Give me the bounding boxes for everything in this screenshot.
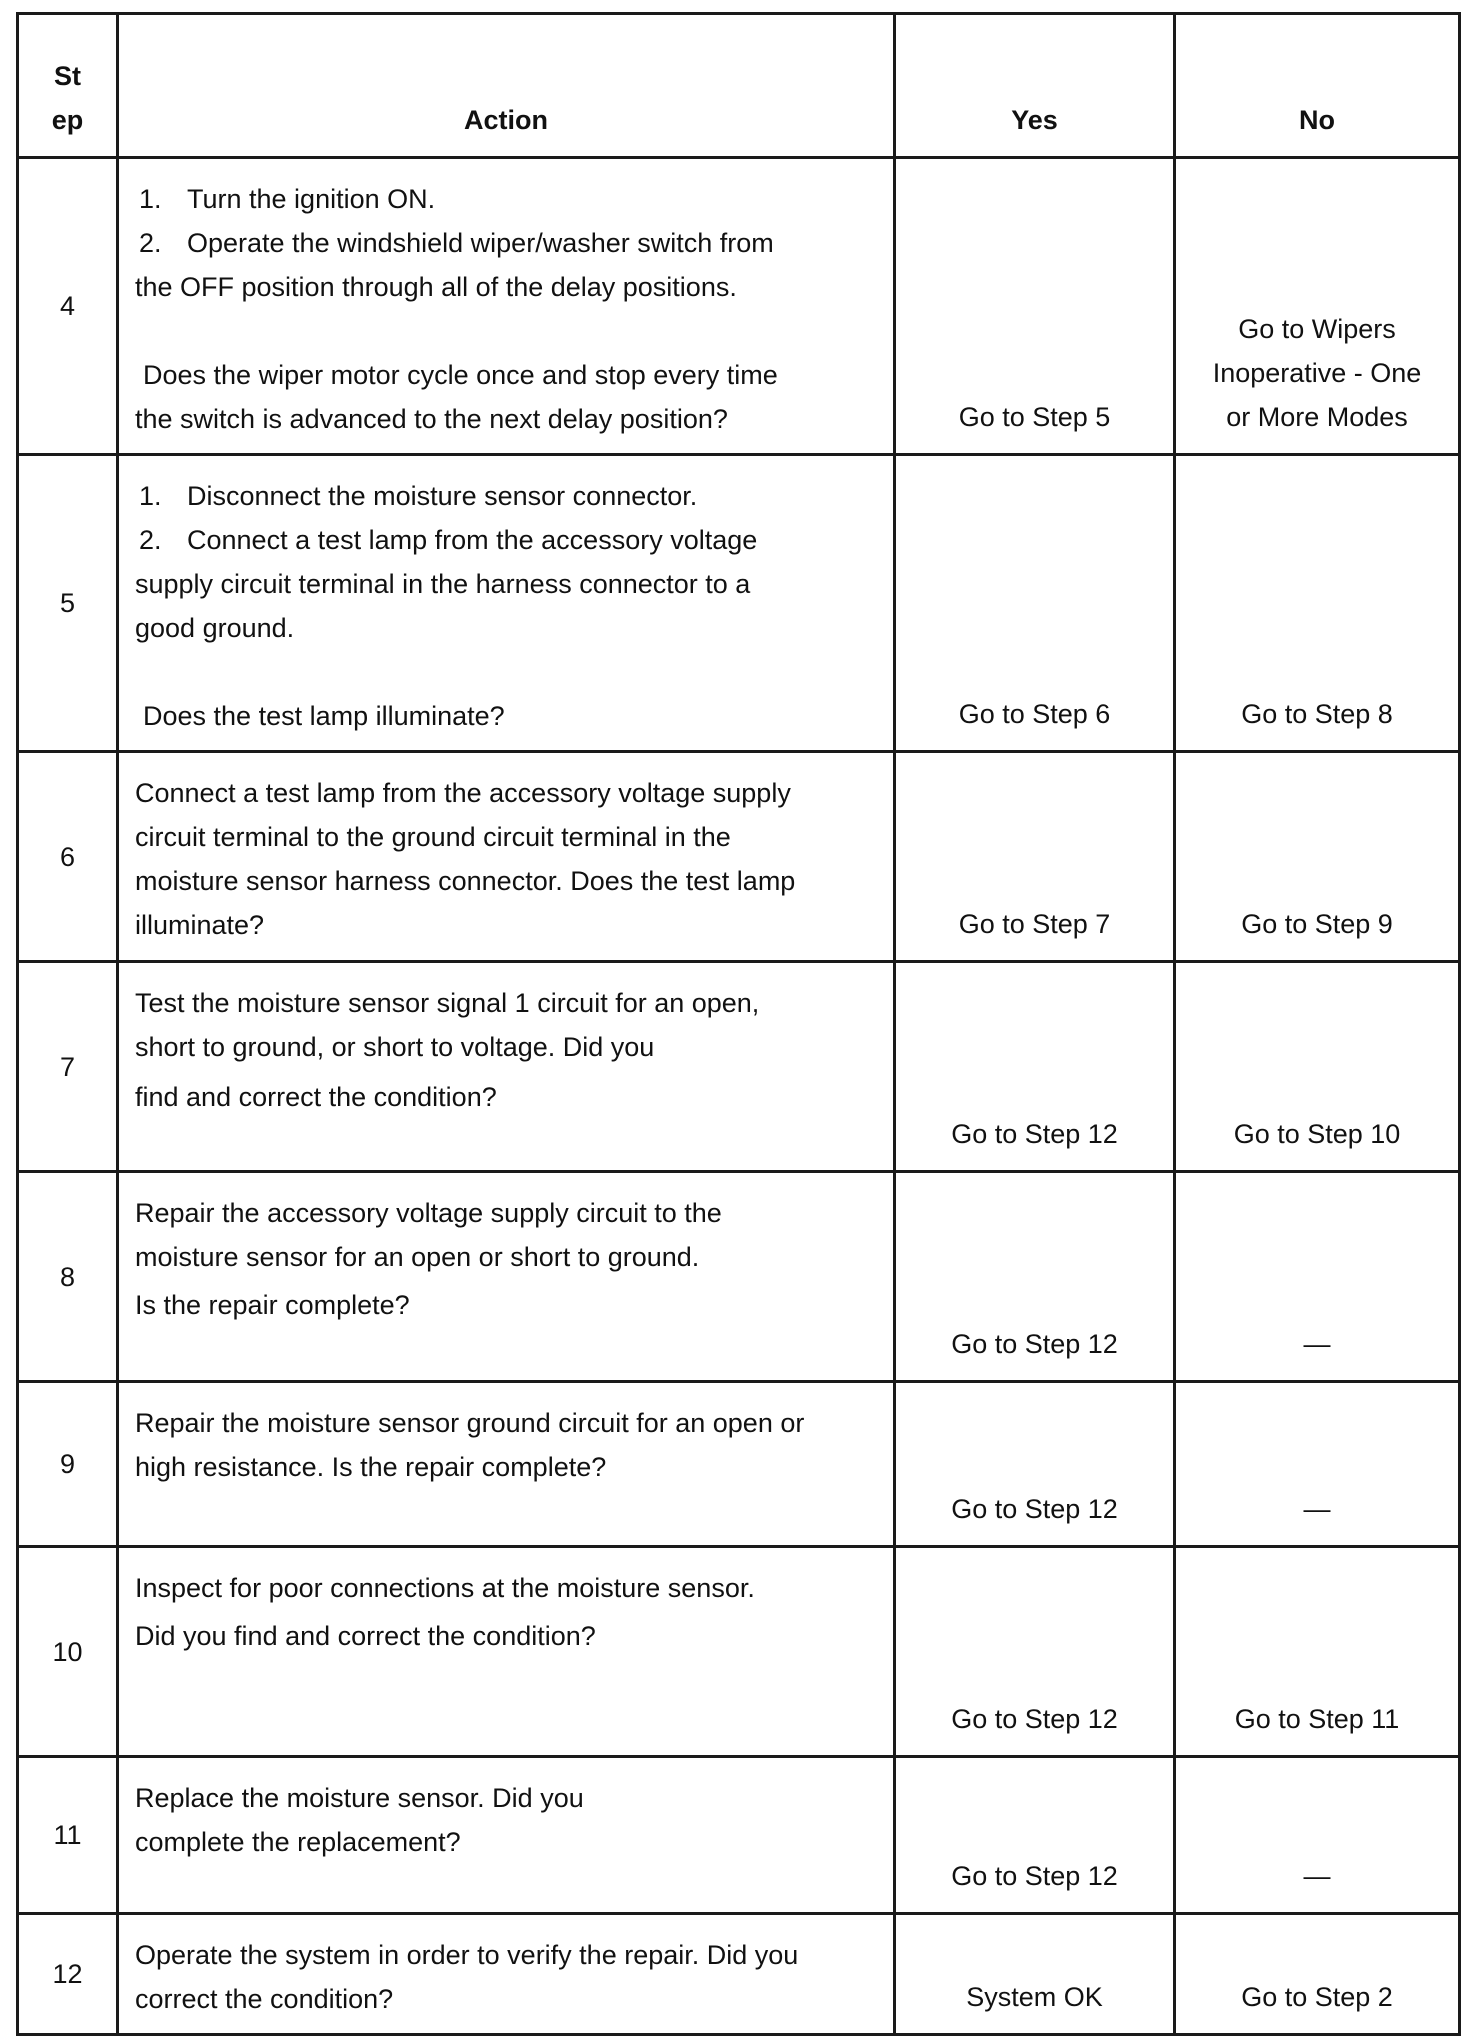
action-cell: Repair the moisture sensor ground circuit for an open or high resistance. Is the repair complete?	[118, 1382, 895, 1547]
step-number: 6	[18, 752, 118, 962]
yes-cell: Go to Step 12	[895, 1172, 1175, 1382]
yes-cell: Go to Step 5	[895, 158, 1175, 455]
action-cell: Replace the moisture sensor. Did you complete the replacement?	[118, 1757, 895, 1914]
step-number: 11	[18, 1757, 118, 1914]
yes-cell: Go to Step 12	[895, 962, 1175, 1172]
yes-cell: System OK	[895, 1914, 1175, 2035]
question-line: the switch is advanced to the next delay position?	[135, 404, 728, 434]
table-row	[18, 962, 1460, 1172]
action-text-line: supply circuit terminal in the harness connector to a	[135, 569, 751, 599]
no-cell: Go to Step 8	[1175, 455, 1460, 752]
diagnostic-steps-table	[16, 12, 1461, 2036]
header-step: St ep	[18, 14, 118, 158]
dash-mark: —	[1303, 1861, 1331, 1891]
action-cell: Connect a test lamp from the accessory voltage supply circuit terminal to the ground circuit terminal in the moisture sensor harness connector. Does the test lamp illuminate?	[118, 752, 895, 962]
yes-cell: Go to Step 6	[895, 455, 1175, 752]
action-text-line: good ground.	[135, 613, 295, 643]
action-cell	[118, 158, 895, 455]
action-cell: Test the moisture sensor signal 1 circuit for an open, short to ground, or short to voltage. Did you find and correct the condition?	[118, 962, 895, 1172]
yes-cell: Go to Step 12	[895, 1547, 1175, 1757]
step-number: 7	[18, 962, 118, 1172]
list-item: 2. Operate the windshield wiper/washer switch from	[139, 228, 774, 258]
header-row	[18, 14, 1460, 158]
table-row	[18, 1547, 1460, 1757]
action-cell	[118, 455, 895, 752]
question-line: Does the test lamp illuminate?	[143, 701, 505, 731]
step-number: 4	[18, 158, 118, 455]
dash-mark: —	[1303, 1329, 1331, 1359]
header-action: Action	[118, 14, 895, 158]
header-yes: Yes	[895, 14, 1175, 158]
table-row	[18, 1382, 1460, 1547]
no-cell	[1175, 1757, 1460, 1914]
action-text-line: the OFF position through all of the delay positions.	[135, 272, 737, 302]
table-row	[18, 1914, 1460, 2035]
table-row	[18, 1172, 1460, 1382]
no-cell: Go to Wipers Inoperative - One or More Modes	[1175, 158, 1460, 455]
question-line: Does the wiper motor cycle once and stop every time	[143, 360, 778, 390]
table-row	[18, 455, 1460, 752]
step-number: 9	[18, 1382, 118, 1547]
step-number: 10	[18, 1547, 118, 1757]
action-cell: Operate the system in order to verify the repair. Did you correct the condition?	[118, 1914, 895, 2035]
action-cell: Repair the accessory voltage supply circuit to the moisture sensor for an open or short to ground. Is the repair complete?	[118, 1172, 895, 1382]
table-row	[18, 158, 1460, 455]
no-cell	[1175, 1382, 1460, 1547]
table-row	[18, 752, 1460, 962]
step-number: 12	[18, 1914, 118, 2035]
yes-cell: Go to Step 12	[895, 1382, 1175, 1547]
list-item: 2. Connect a test lamp from the accessory voltage	[139, 525, 758, 555]
action-cell: Inspect for poor connections at the moisture sensor. Did you find and correct the condition?	[118, 1547, 895, 1757]
step-number: 8	[18, 1172, 118, 1382]
no-cell	[1175, 1172, 1460, 1382]
no-cell: Go to Step 2	[1175, 1914, 1460, 2035]
list-item: 1. Disconnect the moisture sensor connector.	[139, 481, 698, 511]
no-cell: Go to Step 9	[1175, 752, 1460, 962]
no-cell: Go to Step 10	[1175, 962, 1460, 1172]
dash-mark: —	[1303, 1494, 1331, 1524]
table-row	[18, 1757, 1460, 1914]
no-cell: Go to Step 11	[1175, 1547, 1460, 1757]
yes-cell: Go to Step 12	[895, 1757, 1175, 1914]
yes-cell: Go to Step 7	[895, 752, 1175, 962]
step-number: 5	[18, 455, 118, 752]
header-no: No	[1175, 14, 1460, 158]
list-item: 1. Turn the ignition ON.	[139, 184, 436, 214]
